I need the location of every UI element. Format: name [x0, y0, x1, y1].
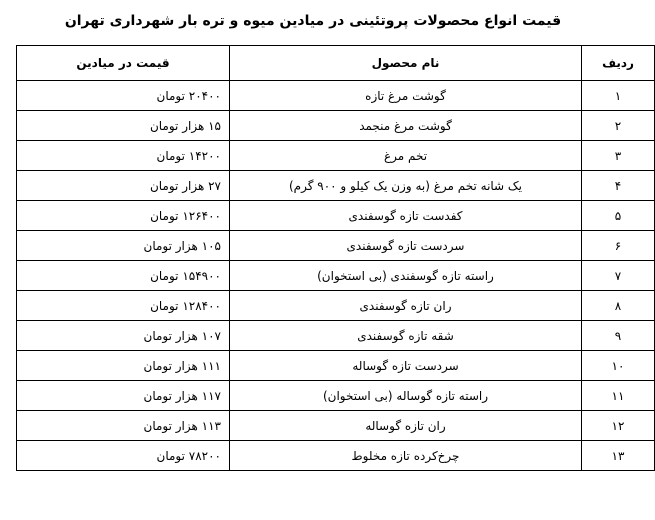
header-price: قیمت در میادین [17, 46, 230, 81]
row-index: ۲ [582, 111, 655, 141]
header-index: ردیف [582, 46, 655, 81]
row-price: ۲۷ هزار تومان [17, 171, 230, 201]
row-index: ۸ [582, 291, 655, 321]
row-product: کفدست تازه گوسفندی [230, 201, 582, 231]
table-row [17, 351, 655, 381]
row-product: گوشت مرغ منجمد [230, 111, 582, 141]
row-price: ۷۸۲۰۰ تومان [17, 441, 230, 471]
table-row [17, 381, 655, 411]
price-table [16, 45, 655, 471]
row-price: ۱۰۵ هزار تومان [17, 231, 230, 261]
row-index: ۹ [582, 321, 655, 351]
table-row [17, 261, 655, 291]
row-price: ۱۵ هزار تومان [17, 111, 230, 141]
table-row [17, 411, 655, 441]
table-row [17, 81, 655, 111]
table-row [17, 201, 655, 231]
row-price: ۱۱۱ هزار تومان [17, 351, 230, 381]
row-product: راسته تازه گوساله (بی استخوان) [230, 381, 582, 411]
row-product: ران تازه گوساله [230, 411, 582, 441]
row-price: ۲۰۴۰۰ تومان [17, 81, 230, 111]
row-price: ۱۴۲۰۰ تومان [17, 141, 230, 171]
row-product: یک شانه تخم مرغ (به وزن یک کیلو و ۹۰۰ گرم) [230, 171, 582, 201]
row-index: ۱۳ [582, 441, 655, 471]
row-price: ۱۵۴۹۰۰ تومان [17, 261, 230, 291]
row-index: ۶ [582, 231, 655, 261]
row-price: ۱۱۷ هزار تومان [17, 381, 230, 411]
table-row [17, 321, 655, 351]
row-index: ۱۱ [582, 381, 655, 411]
row-price: ۱۰۷ هزار تومان [17, 321, 230, 351]
header-product: نام محصول [230, 46, 582, 81]
table-row [17, 231, 655, 261]
table-row [17, 111, 655, 141]
row-index: ۴ [582, 171, 655, 201]
row-index: ۱۰ [582, 351, 655, 381]
row-product: چرخ‌کرده تازه مخلوط [230, 441, 582, 471]
row-product: سردست تازه گوسفندی [230, 231, 582, 261]
table-header-row [17, 46, 655, 81]
row-price: ۱۲۶۴۰۰ تومان [17, 201, 230, 231]
row-product: شقه تازه گوسفندی [230, 321, 582, 351]
row-product: ران تازه گوسفندی [230, 291, 582, 321]
table-row [17, 441, 655, 471]
row-index: ۱ [582, 81, 655, 111]
row-product: راسته تازه گوسفندی (بی استخوان) [230, 261, 582, 291]
row-product: گوشت مرغ تازه [230, 81, 582, 111]
row-price: ۱۱۳ هزار تومان [17, 411, 230, 441]
table-body [17, 81, 655, 471]
row-price: ۱۲۸۴۰۰ تومان [17, 291, 230, 321]
table-row [17, 291, 655, 321]
row-index: ۵ [582, 201, 655, 231]
row-product: تخم مرغ [230, 141, 582, 171]
document-title: قیمت انواع محصولات پروتئینی در میادین میوه و تره بار شهرداری تهران [64, 13, 562, 29]
table-row [17, 171, 655, 201]
table-row [17, 141, 655, 171]
row-index: ۱۲ [582, 411, 655, 441]
row-index: ۷ [582, 261, 655, 291]
row-index: ۳ [582, 141, 655, 171]
row-product: سردست تازه گوساله [230, 351, 582, 381]
